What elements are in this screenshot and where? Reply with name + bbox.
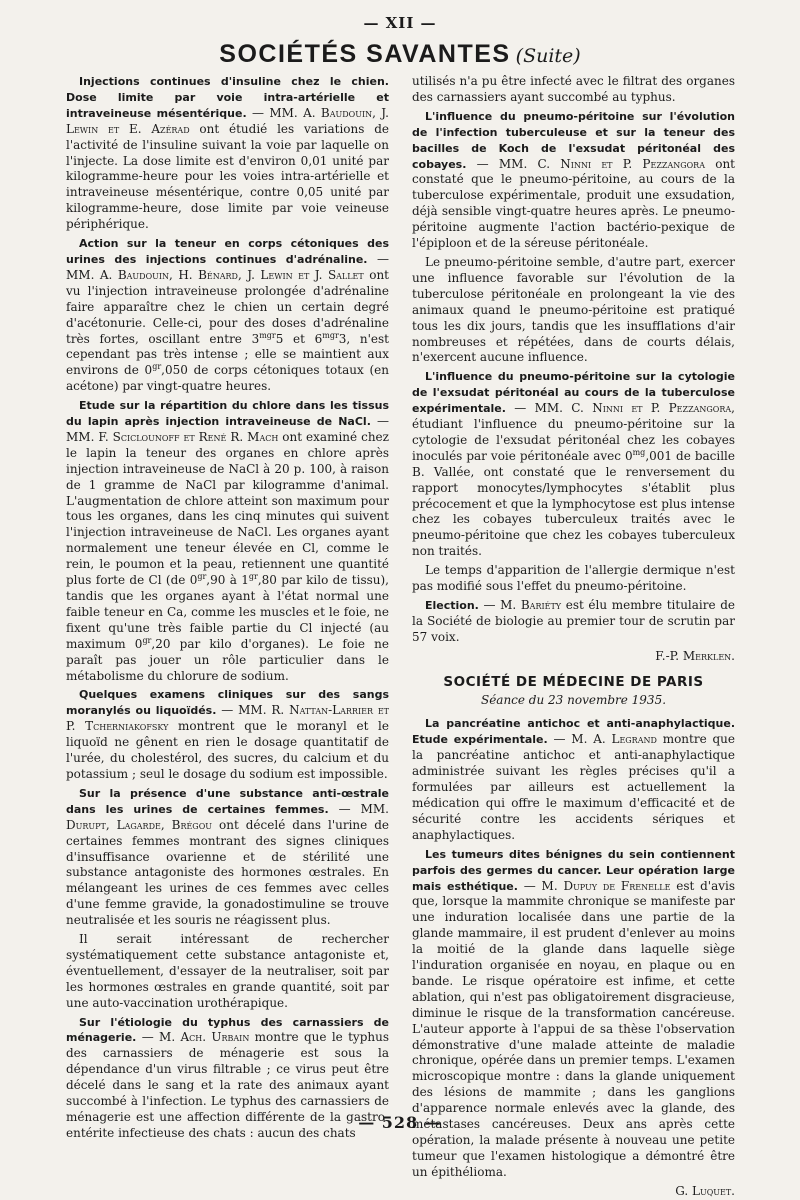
article-body: montrent que le moranyl et le liquoïd ne gênent en rien le dosage quantitatif de l'urée, du cholestérol, des sucres, du calcium et du potassium ; seul le dosage du sodium est impossible. [66,719,389,781]
article-pancreatine: La pancréatine antichoc et anti-anaphylactique. Etude expérimentale. — M. A. Legrand montre que la pancréatine antichoc et anti-anaphylactique administrée suivant les règles précises qu'il a formulées par ailleurs est actuellement la médication qui offre le maximum d'efficacité et de sécurité contre les accidents sériques et anaphylactiques. [412,717,735,842]
article-authors: MM. C. Ninni et P. Pezzangora [498,156,705,171]
roman-folio: — XII — [363,14,437,32]
signature-line [412,1184,735,1200]
article-body: ont vu l'injection intraveineuse prolongée d'adrénaline faire apparaître chez le chien un certain degré d'acétonurie. Celle-ci, pour des doses d'adrénaline très fortes, oscillant entre 3 [66,267,390,346]
article-continuation: utilisés n'a pu être infecté avec le filtrat des organes des carnassiers ayant succombé au typhus. [412,74,735,104]
article-title: Election. [425,599,479,612]
article-body: 5 et 6 [275,331,323,346]
article-authors: MM. R. Nattan-Larrier et P. Tcherniakofsky [66,703,389,734]
article-authors: MM. A. Baudouin, H. Bénard, J. Lewin et J. Sallet [66,267,364,282]
article-authors: MM. F. Sciclounoff et René R. Mach [66,429,279,444]
article-authors: M. Dupuy de Frenelle [541,878,671,893]
article-chlore: Etude sur la répartition du chlore dans les tissus du lapin après injection intraveineuse de NaCl. — MM. F. Sciclounoff et René R. Mach ont examiné chez le lapin la teneur des organes en chlore après injection intraveineuse de NaCl à 20 p. 100, à raison de 1 gramme de NaCl par kilogramme d'animal. L'augmentation de chlore atteint son maximum pour tous les organes, dans les cinq minutes qui suivent l'injection intraveineuse de NaCl. Les organes ayant normalement une teneur élevée en Cl, comme le rein, le poumon et la peau, retiennent une quantité plus forte de Cl (de $0^{gr},90$ à $1^{gr},80$ par kilo de tissu), tandis que les organes ayant à l'état normal une faible teneur en Ca, comme les muscles et le foie, ne fixent qu'une très faible partie du Cl injecté (au maximum $0^{gr},20$ par kilo d'organes). Le foie ne paraît pas jouer un rôle particulier dans le métabolisme du chlorure de sodium. [66,399,390,683]
signature: F.-P. Merklen. [655,648,735,663]
article-authors: M. Bariéty [500,598,562,612]
article-title: Action sur la teneur en corps cétoniques des urines des injections continues d'adrénaline. [66,237,389,266]
article-body: montre que la pancréatine antichoc et anti-anaphylactique administrée suivant les règles précises qu'il a formulées par ailleurs est actuellement la médication qui offre le maximum d'efficacité et de sécurité contre les accidents sériques et anaphylactiques. [412,732,735,842]
article-authors: MM. A. Baudouin, J. Lewin et E. Azérad [66,105,389,136]
article-title: Injections continues d'insuline chez le chien. Dose limite par voie intra-artérielle et intraveineuse mésentérique. [66,75,389,120]
article-body: montre que le typhus des carnassiers de ménagerie est sous la dépendance d'un virus filtrable ; ce virus peut être décelé dans le sang et la rate des animaux ayant succombé à l'infection. Le typhus des carnassiers de ménagerie est une affection différente de la gastro-entérite infectieuse des chats : aucun des chats [66,1030,389,1140]
unit-superscript: gr [197,572,207,582]
article-authors: M. A. Legrand [571,732,657,747]
section-title: SOCIÉTÉS SAVANTES [219,40,511,68]
unit-superscript: mgr [322,330,339,340]
article-body: ,90 à 1 [206,573,249,588]
unit-superscript: gr [248,572,258,582]
article-body: est élu membre titulaire de la Société de biologie au premier tour de scrutin par 57 voix. [412,598,735,644]
article-paragraph: Il serait intéressant de rechercher systématiquement cette substance antagoniste et, éventuellement, d'essayer de la neutraliser, soit par les hormones œstrales en grande quantité, soit par une auto-vaccination urothérapique. [66,932,389,1010]
unit-superscript: mg [632,447,646,457]
article-title: La pancréatine antichoc et anti-anaphylactique. Etude expérimentale. [412,717,735,747]
society-session: Séance du 23 novembre 1935. [480,692,667,707]
article-tumeurs-sein: Les tumeurs dites bénignes du sein contiennent parfois des germes du cancer. Leur opération large mais esthétique. — M. Dupuy de Frenelle est d'avis que, lorsque la mammite chronique se manifeste par une induration localisée dans une partie de la glande mammaire, il est prudent d'enlever au moins la moitié de la glande dans laquelle siège l'induration organisée en noyau, en plaque ou en bande. Le risque opératoire est infime, et cette ablation, qui n'est pas obligatoirement disgracieuse, diminue le risque de la transformation cancéreuse. L'auteur apporte à l'appui de sa thèse l'observation démonstrative d'une malade atteinte de maladie chronique, opérée dans un premier temps. L'examen microscopique montre : dans la glande uniquement des lésions de mammite ; dans les ganglions d'apparence normale enlevés avec la glande, des métastases cancéreuses. Deux ans après cette opération, la malade présente à nouveau une petite tumeur que l'examen histologique a démontré être un épithélioma. [412,847,736,1179]
article-body: ont décelé dans l'urine de certaines femmes montrant des signes cliniques d'insuffisance ovarienne et de stérilité une substance antagoniste des hormones œstrales. En mélangeant les urines de ces femmes avec celles d'une femme gravide, la gonadostimuline se trouve neutralisée et les souris ne réagissent plus. [66,817,390,928]
article-adrenaline: Action sur la teneur en corps cétoniques des urines des injections continues d'adrénaline. — MM. A. Baudouin, H. Bénard, J. Lewin et J. Sallet ont vu l'injection intraveineuse prolongée d'adrénaline faire apparaître chez le chien un certain degré d'acétonurie. Celle-ci, pour des doses d'adrénaline très fortes, oscillant entre $3^{mgr}5$ et $6^{mgr}3$, n'est cependant pas très intense ; elle se maintient aux environs de $0^{gr},050$ de corps cétoniques totaux (en acétone) par vingt-quatre heures. [66,237,390,394]
article-paragraph: Le temps d'apparition de l'allergie dermique n'est pas modifié sous l'effet du pneumo-péritoine. [412,563,735,594]
section-title-suite: (Suite) [515,45,581,67]
article-title: L'influence du pneumo-péritoine sur la cytologie de l'exsudat péritonéal au cours de la tuberculose expérimentale. [412,370,735,416]
article-authors: MM. Durupt, Lagarde, Brégou [66,801,389,832]
unit-superscript: gr [142,635,152,645]
article-body: ont examiné chez le lapin la teneur des organes en chlore après injection intraveineuse de NaCl à 20 p. 100, à raison de 1 gramme de NaCl par kilogramme d'animal. L'augmentation de chlore atteint son maximum pour tous les organes, dans les cinq minutes qui suivent l'injection intraveineuse de NaCl. Les organes ayant normalement une teneur élevée en Cl, comme le rein, le poumon et la peau, retiennent une quantité plus forte de Cl (de 0 [66,429,389,588]
unit-superscript: gr [152,362,162,372]
article-authors: MM. C. Ninni et P. Pezzangora [534,401,732,416]
article-sangs-moranyles: Quelques examens cliniques sur des sangs moranylés ou liquoïdés. — MM. R. Nattan-Larrier et P. Tcherniakofsky montrent que le moranyl et le liquoïd ne gênent en rien le dosage quantitatif de l'urée, du cholestérol, des sucres, du calcium et du potassium ; seul le dosage du sodium est impossible. [66,688,389,781]
article-body: ,80 par kilo de tissu), tandis que les organes ayant à l'état normal une faible teneur en Ca, comme les muscles et le foie, ne fixent qu'une très faible partie du Cl injecté (au maximum 0 [66,573,389,651]
article-body: ,20 par kilo d'organes). Le foie ne paraît pas jouer un rôle particulier dans le métabolisme du chlorure de sodium. [66,636,390,683]
article-body: 3, n'est cependant pas très intense ; elle se maintient aux environs de 0 [66,331,389,378]
article-typhus: Sur l'étiologie du typhus des carnassiers de ménagerie. — M. Ach. Urbain montre que le typhus des carnassiers de ménagerie est sous la dépendance d'un virus filtrable ; ce virus peut être décelé dans le sang et la rate des animaux ayant succombé à l'infection. Le typhus des carnassiers de ménagerie est une affection différente de la gastro-entérite infectieuse des chats : aucun des chats [66,1015,389,1140]
article-body: ont étudié les variations de l'activité de l'insuline suivant la voie par laquelle on l'injecte. La dose limite est d'environ 0,01 unité par kilogramme-heure pour les voies intra-artérielle et intraveineuse mésentérique, contre 0,05 unité par kilogramme-heure, dose limite par voie veineuse périphérique. [66,121,389,232]
left-column [66,74,390,1140]
article-title: Etude sur la répartition du chlore dans les tissus du lapin après injection intraveineuse de NaCl. [66,399,389,429]
article-insuline: Injections continues d'insuline chez le chien. Dose limite par voie intra-artérielle et intraveineuse mésentérique. — MM. A. Baudouin, J. Lewin et E. Azérad ont étudié les variations de l'activité de l'insuline suivant la voie par laquelle on l'injecte. La dose limite est d'environ 0,01 unité par kilogramme-heure pour les voies intra-artérielle et intraveineuse mésentérique, contre 0,05 unité par kilogramme-heure, dose limite par voie veineuse périphérique. [66,75,389,232]
article-body: ont constaté que le pneumo-péritoine, au cours de la tuberculose expérimentale, produit une exsudation, déjà sensible vingt-quatre heures après. Le pneumo-péritoine augmente l'action bactério-pexique de l'épiploon et de la séreuse péritonéale. [412,156,736,251]
article-body: est d'avis que, lorsque la mammite chronique se manifeste par une induration localisée dans une partie de la glande mammaire, il est prudent d'enlever au moins la moitié de la glande dans laquelle siège l'induration organisée en noyau, en plaque ou en bande. Le risque opératoire est infime, et cette ablation, qui n'est pas obligatoirement disgracieuse, diminue le risque de la transformation cancéreuse. L'auteur apporte à l'appui de sa thèse l'observation démonstrative d'une malade atteinte de maladie chronique, opérée dans un premier temps. L'examen microscopique montre : dans la glande uniquement des lésions de mammite ; dans les ganglions d'apparence normale enlevés avec la glande, des métastases cancéreuses. Deux ans après cette opération, la malade présente à nouveau une petite tumeur que l'examen histologique a démontré être un épithélioma. [412,878,736,1179]
article-pneumo-cytologie: L'influence du pneumo-péritoine sur la cytologie de l'exsudat péritonéal au cours de la tuberculose expérimentale. — MM. C. Ninni et P. Pezzangora, étudiant l'influence du pneumo-péritoine sur la cytologie de l'exsudat péritonéal chez les cobayes inoculés par voie péritonéale avec $0^{mg},001$ de bacille B. Vallée, ont constaté que le renversement du rapport monocytes/lymphocytes s'établit plus précocement et que la lymphocytose est plus intense chez les cobayes tuberculeux traités avec le pneumo-péritoine que chez les cobayes tuberculeux non traités. [412,370,735,559]
article-title: Sur la présence d'une substance anti-œstrale dans les urines de certaines femmes. [66,786,389,816]
article-body: ,050 de corps cétoniques totaux (en acétone) par vingt-quatre heures. [66,363,390,394]
article-body: , étudiant l'influence du pneumo-péritoine sur la cytologie de l'exsudat péritonéal chez les cobayes inoculés par voie péritonéale avec 0 [412,401,735,463]
article-title: L'influence du pneumo-péritoine sur l'évolution de l'infection tuberculeuse et sur la teneur des bacilles de Koch de l'exsudat péritonéal des cobayes. [412,109,735,171]
signature-line [412,649,735,665]
article-title: Sur l'étiologie du typhus des carnassiers de ménagerie. [66,1015,389,1045]
article-title: Quelques examens cliniques sur des sangs moranylés ou liquoïdés. [66,688,389,718]
page-number: — 528 — [358,1113,442,1132]
article-title: Les tumeurs dites bénignes du sein contiennent parfois des germes du cancer. Leur opération large mais esthétique. [412,847,735,893]
unit-superscript: mgr [259,330,276,340]
article-paragraph: Le pneumo-péritoine semble, d'autre part, exercer une influence favorable sur l'évolution de la tuberculose péritonéale en prolongeant la vie des animaux quand le pneumo-péritoine est pratiqué tous les dix jours, tandis que les insufflations d'air nombreuses et répétées, dans de courts délais, n'exercent aucune influence. [412,254,735,365]
society-title: SOCIÉTÉ DE MÉDECINE DE PARIS [443,673,704,690]
article-pneumo-evolution: L'influence du pneumo-péritoine sur l'évolution de l'infection tuberculeuse et sur la teneur des bacilles de Koch de l'exsudat péritonéal des cobayes. — MM. C. Ninni et P. Pezzangora ont constaté que le pneumo-péritoine, au cours de la tuberculose expérimentale, produit une exsudation, déjà sensible vingt-quatre heures après. Le pneumo-péritoine augmente l'action bactério-pexique de l'épiploon et de la séreuse péritonéale. [412,109,736,251]
page-header [0,40,800,69]
article-anti-oestrale: Sur la présence d'une substance anti-œstrale dans les urines de certaines femmes. — MM. Durupt, Lagarde, Brégou ont décelé dans l'urine de certaines femmes montrant des signes cliniques d'insuffisance ovarienne et de stérilité une substance antagoniste des hormones œstrales. En mélangeant les urines de ces femmes avec celles d'une femme gravide, la gonadostimuline se trouve neutralisée et les souris ne réagissent plus. [66,786,390,928]
article-authors: M. Ach. Urbain [159,1030,250,1045]
right-column [412,74,736,1198]
signature: G. Luquet. [675,1183,735,1198]
article-election: Election. — M. Bariéty est élu membre titulaire de la Société de biologie au premier tour de scrutin par 57 voix. [412,598,735,644]
article-body: ,001 de bacille B. Vallée, ont constaté que le renversement du rapport monocytes/lymphocytes s'établit plus précocement et que la lymphocytose est plus intense chez les cobayes tuberculeux traités avec le pneumo-péritoine que chez les cobayes tuberculeux non traités. [412,448,735,559]
